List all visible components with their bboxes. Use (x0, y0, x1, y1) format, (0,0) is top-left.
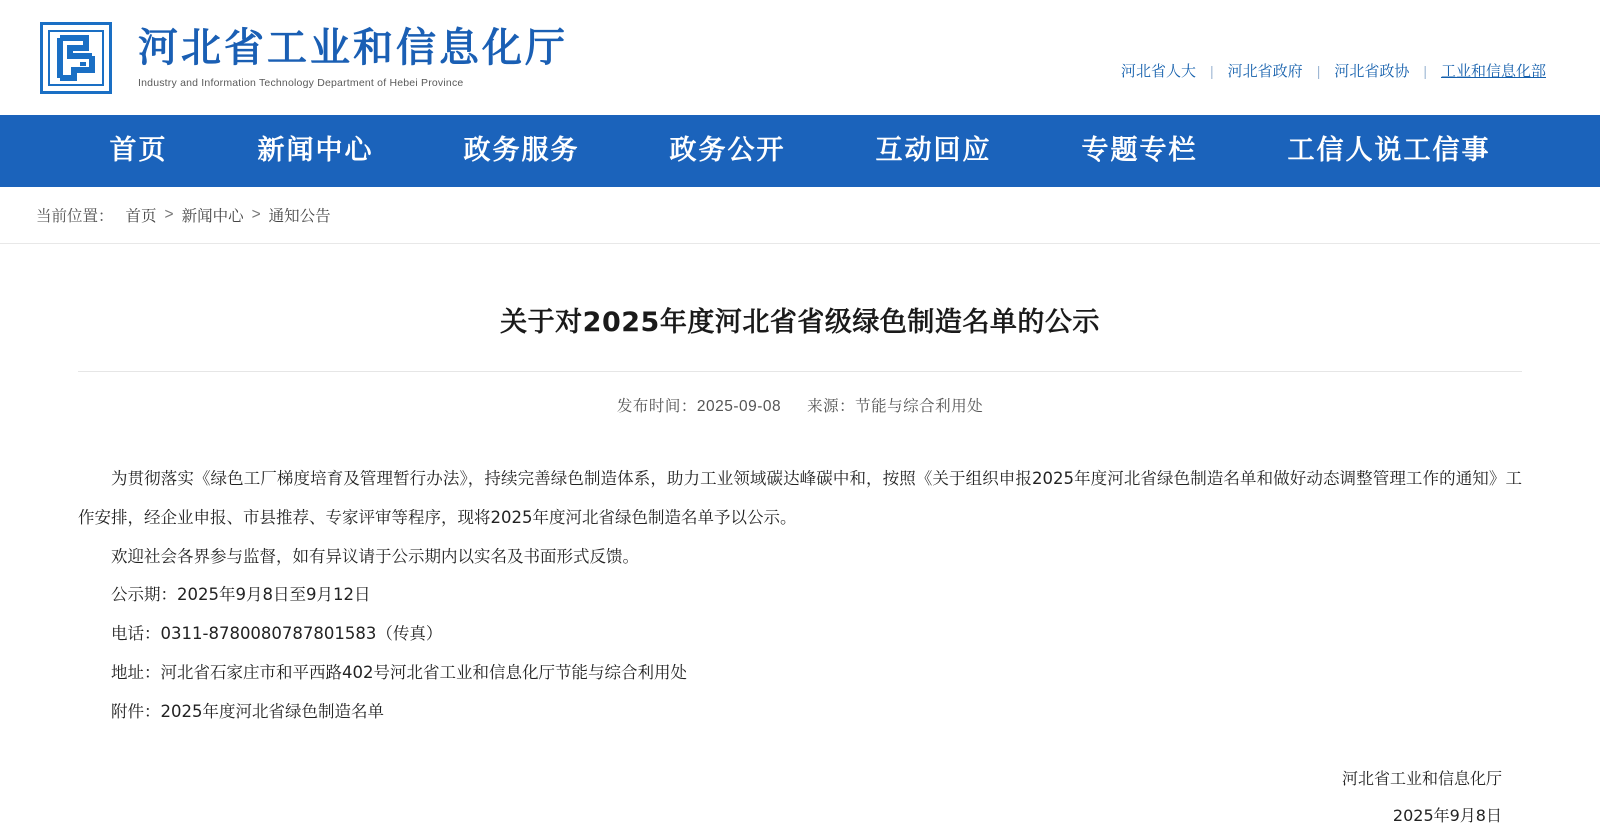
site-header (0, 0, 1600, 115)
nav-item-home[interactable]: 首页 (109, 135, 168, 166)
header-link-separator: | (1423, 62, 1427, 79)
breadcrumb-item-notices[interactable]: 通知公告 (268, 208, 331, 225)
article-signature (78, 761, 1522, 835)
article-paragraph: 电话：0311-8780080787801583（传真） (111, 624, 443, 644)
source-value: 节能与综合利用处 (855, 398, 984, 415)
page-title: 关于对2025年度河北省省级绿色制造名单的公示 (500, 307, 1100, 338)
header-link-miit[interactable]: 工业和信息化部 (1440, 63, 1546, 80)
source-label: 来源： (807, 398, 856, 415)
breadcrumb (0, 187, 1600, 244)
nav-item-gov-services[interactable]: 政务服务 (463, 135, 580, 166)
header-link-renda[interactable]: 河北省人大 (1121, 63, 1197, 80)
article-paragraph: 公示期：2025年9月8日至9月12日 (111, 585, 371, 605)
article-attachment-line[interactable]: 附件：2025年度河北省绿色制造名单 (111, 701, 384, 721)
header-quick-links (1107, 34, 1560, 81)
breadcrumb-separator: > (164, 206, 174, 223)
article-paragraph: 为贯彻落实《绿色工厂梯度培育及管理暂行办法》，持续完善绿色制造体系，助力工业领域碳达峰碳中和，按照《关于组织申报2025年度河北省绿色制造名单和做好动态调整管理工作的通知》工作安排，经企业申报、市县推荐、专家评审等程序，现将2025年度河北省绿色制造名单予以公示。 (78, 469, 1522, 527)
signature-organization: 河北省工业和信息化厅 (1341, 769, 1502, 789)
hebei-iit-logo-icon (40, 22, 112, 94)
signature-date: 2025年9月8日 (1392, 806, 1502, 826)
site-brand[interactable] (40, 22, 568, 94)
header-link-zhengfu[interactable]: 河北省政府 (1227, 63, 1303, 80)
nav-item-special-topics[interactable]: 专题专栏 (1081, 135, 1198, 166)
brand-title-cn: 河北省工业和信息化厅 (138, 25, 568, 71)
breadcrumb-item-news-center[interactable]: 新闻中心 (181, 208, 244, 225)
breadcrumb-label: 当前位置： (36, 208, 114, 225)
header-link-separator: | (1210, 62, 1214, 79)
publish-time-label: 发布时间： (616, 398, 697, 415)
publish-time-value: 2025-09-08 (696, 398, 782, 415)
nav-item-news-center[interactable]: 新闻中心 (257, 135, 374, 166)
header-link-zhengxie[interactable]: 河北省政协 (1334, 63, 1410, 80)
article-paragraph: 欢迎社会各界参与监督，如有异议请于公示期内以实名及书面形式反馈。 (111, 546, 639, 566)
brand-title-en: Industry and Information Technology Department of Hebei Province (138, 77, 464, 89)
nav-item-interaction[interactable]: 互动回应 (875, 135, 992, 166)
nav-item-staff-stories[interactable]: 工信人说工信事 (1287, 135, 1491, 166)
main-navigation (0, 115, 1600, 187)
article-meta (78, 372, 1522, 416)
article-body (78, 460, 1522, 731)
breadcrumb-separator: > (251, 206, 261, 223)
header-link-separator: | (1316, 62, 1321, 79)
breadcrumb-item-home[interactable]: 首页 (125, 208, 157, 225)
nav-item-gov-disclosure[interactable]: 政务公开 (669, 135, 786, 166)
article-container (0, 300, 1600, 835)
article-paragraph: 地址：河北省石家庄市和平西路402号河北省工业和信息化厅节能与综合利用处 (111, 662, 687, 682)
